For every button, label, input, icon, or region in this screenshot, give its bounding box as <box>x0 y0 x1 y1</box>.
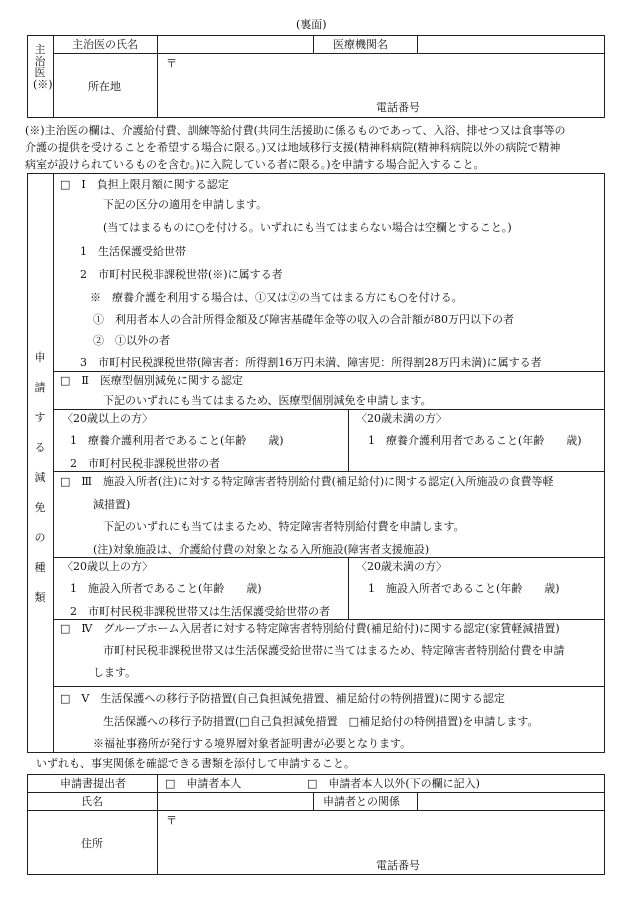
section-1-choice-1[interactable]: ① 利用者本人の合計所得金額及び障害基礎年金等の収入の合計額が80万円以下の者 <box>93 313 514 326</box>
section-1-line-1: 下記の区分の適用を申請します。 <box>103 198 268 211</box>
applicant-address-field[interactable] <box>159 827 603 855</box>
relation-label: 申請者との関係 <box>323 795 400 808</box>
section-1-title[interactable]: □ Ⅰ 負担上限月額に関する認定 <box>60 178 229 191</box>
physician-name-field[interactable] <box>159 37 311 51</box>
submitter-option-other[interactable]: □ 申請者本人以外(下の欄に記入) <box>307 777 480 790</box>
applicant-name-label: 氏名 <box>81 795 103 808</box>
institution-label: 医療機関名 <box>333 38 388 51</box>
section-5-line-1[interactable]: 生活保護への移行予防措置(□自己負担減免措置 □補足給付の特例措置)を申請します。 <box>103 715 539 728</box>
note-line-3: 病室が設けられているものを含む。)に入院している者に限る。)を申請する場合記入すること。 <box>25 158 485 171</box>
section-3-over-item-1[interactable]: 1 施設入所者であること(年齢 歳) <box>70 582 262 595</box>
physician-address-label: 所在地 <box>88 80 121 93</box>
submitter-option-self[interactable]: □ 申請者本人 <box>165 777 242 790</box>
section-3-over-head: 〈20歳以上の方〉 <box>62 560 153 573</box>
section-1-item-1[interactable]: 1 生活保護受給世帯 <box>80 245 186 258</box>
section-2-over-item-1[interactable]: 1 療養介護利用者であること(年齢 歳) <box>70 434 284 447</box>
physician-postal-mark: 〒 <box>166 57 177 70</box>
institution-field[interactable] <box>419 37 603 51</box>
section-1-choice-2[interactable]: ② ①以外の者 <box>93 334 170 347</box>
section-3-line-1: 下記のいずれにも当てはまるため、特定障害者特別給付費を申請します。 <box>103 520 465 533</box>
section-1-note: ※ 療養介護を利用する場合は、①又は②の当てはまる方にも○を付ける。 <box>90 291 463 304</box>
applicant-postal-mark: 〒 <box>166 814 177 827</box>
page-label: (裏面) <box>296 18 327 31</box>
physician-phone-label: 電話番号 <box>376 101 420 114</box>
submitter-label: 申請書提出者 <box>60 777 126 790</box>
applicant-name-field[interactable] <box>159 794 311 808</box>
section-2-under-item-1[interactable]: 1 療養介護利用者であること(年齢 歳) <box>368 434 582 447</box>
section-4-line-2: します。 <box>93 666 137 679</box>
section-1-item-2[interactable]: 2 市町村民税非課税世帯(※)に属する者 <box>80 268 283 281</box>
reduction-side-label: 申請する減免の種類 <box>34 351 46 604</box>
physician-name-label: 主治医の氏名 <box>72 38 138 51</box>
physician-side-label: 主治医(※) <box>33 43 53 91</box>
section-2-over-head: 〈20歳以上の方〉 <box>62 412 153 425</box>
section-5-line-2: ※福祉事務所が発行する境界層対象者証明書が必要となります。 <box>93 737 412 750</box>
attach-note: いずれも、事実関係を確認できる書類を添付して申請すること。 <box>36 757 355 770</box>
note-line-1: (※)主治医の欄は、介護給付費、訓練等給付費(共同生活援助に係るものであって、入浴、排せつ又は食事等の <box>25 124 566 137</box>
physician-address-field[interactable] <box>159 70 603 96</box>
section-4-line-1: 市町村民税非課税世帯又は生活保護受給世帯に当てはまるため、特定障害者特別給付費を申請 <box>103 644 565 657</box>
section-3-under-item-1[interactable]: 1 施設入所者であること(年齢 歳) <box>368 582 560 595</box>
section-3-under-head: 〈20歳未満の方〉 <box>356 560 447 573</box>
section-3-title-cont: 減措置) <box>93 498 131 511</box>
section-4-title[interactable]: □ Ⅳ グループホーム入居者に対する特定障害者特別給付費(補足給付)に関する認定(家賃軽減措置) <box>60 622 560 635</box>
relation-field[interactable] <box>419 794 603 808</box>
section-3-note: (注)対象施設は、介護給付費の対象となる入所施設(障害者支援施設) <box>93 543 430 556</box>
section-2-line-1: 下記のいずれにも当てはまるため、医療型個別減免を申請します。 <box>103 394 432 407</box>
section-3-over-item-2[interactable]: 2 市町村民税非課税世帯又は生活保護受給世帯の者 <box>70 605 330 618</box>
section-2-under-head: 〈20歳未満の方〉 <box>356 412 447 425</box>
applicant-phone-label: 電話番号 <box>376 859 420 872</box>
section-2-title[interactable]: □ Ⅱ 医療型個別減免に関する認定 <box>60 374 243 387</box>
section-2-over-item-2[interactable]: 2 市町村民税非課税世帯の者 <box>70 457 220 470</box>
note-line-2: 介護の提供を受けることを希望する場合に限る。)又は地域移行支援(精神科病院(精神科病院以外の病院で精神 <box>25 141 561 154</box>
applicant-address-label: 住所 <box>81 837 103 850</box>
section-3-title[interactable]: □ Ⅲ 施設入所者(注)に対する特定障害者特別給付費(補足給付)に関する認定(入所施設の食費等軽 <box>60 475 554 488</box>
section-1-item-3[interactable]: 3 市町村民税課税世帯(障害者：所得割16万円未満、障害児：所得割28万円未満)に属する者 <box>80 356 542 369</box>
section-1-line-2: (当てはまるものに○を付ける。いずれにも当てはまらない場合は空欄とすること。) <box>103 221 512 234</box>
section-5-title[interactable]: □ Ⅴ 生活保護への移行予防措置(自己負担減免措置、補足給付の特例措置)に関する認定 <box>60 692 505 705</box>
